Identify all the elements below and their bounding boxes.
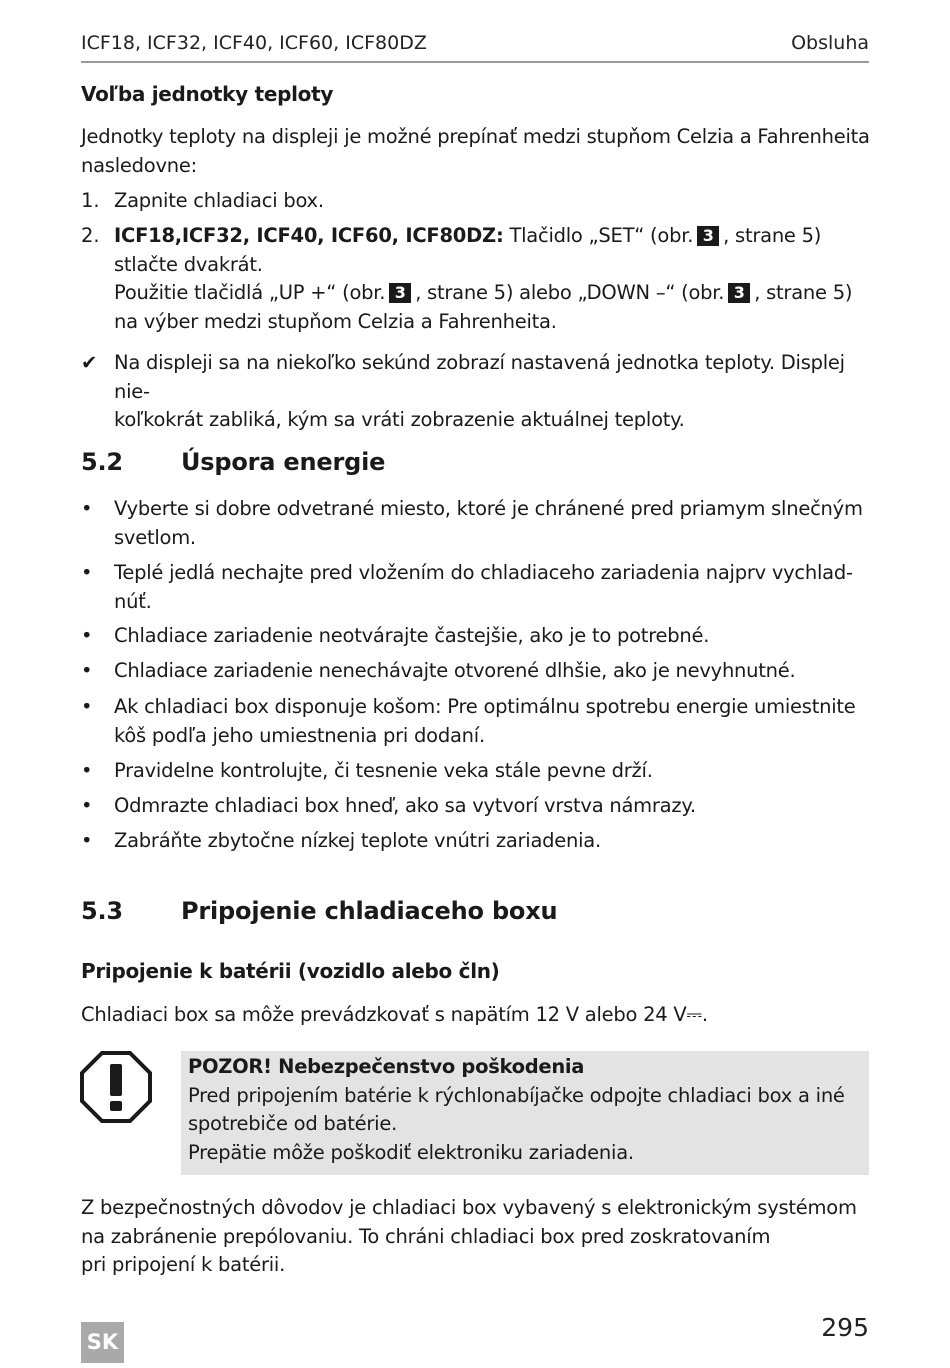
bullet-marker: • bbox=[81, 624, 93, 647]
step-text: Použitie tlačidlá „UP +“ (obr. bbox=[114, 281, 386, 304]
section-title: Pripojenie chladiaceho boxu bbox=[181, 897, 558, 925]
step-models: ICF18,ICF32, ICF40, ICF60, ICF80DZ: bbox=[114, 224, 504, 247]
step-number: 2. bbox=[81, 224, 100, 247]
list-item-line: Odmrazte chladiaci box hneď, ako sa vytvorí vrstva námrazy. bbox=[114, 794, 696, 817]
list-item-line: Chladiace zariadenie neotvárajte častejšie, ako je to potrebné. bbox=[114, 624, 710, 647]
list-item-line: Pravidelne kontrolujte, či tesnenie veka stále pevne drží. bbox=[114, 759, 653, 782]
step-text: , strane 5) bbox=[754, 281, 853, 304]
step-2-line bbox=[114, 222, 874, 251]
list-item bbox=[114, 559, 874, 616]
step-2-line: na výber medzi stupňom Celzia a Fahrenheita. bbox=[114, 309, 557, 333]
list-item-line: Teplé jedlá nechajte pred vložením do chladiaceho zariadenia najprv vychlad- bbox=[114, 561, 853, 584]
header-models: ICF18, ICF32, ICF40, ICF60, ICF80DZ bbox=[81, 32, 427, 54]
voltage-period: . bbox=[701, 1003, 708, 1026]
closing-line: na zabránenie prepólovaniu. To chráni chladiaci box pred zoskratovaním bbox=[81, 1224, 771, 1248]
running-header bbox=[81, 31, 869, 63]
section-title: Úspora energie bbox=[181, 448, 386, 476]
checkmark-icon: ✔ bbox=[81, 351, 98, 374]
units-intro-line: Jednotky teploty na displeji je možné prepínať medzi stupňom Celzia a Fahrenheita bbox=[81, 125, 870, 148]
units-intro-line: nasledovne: bbox=[81, 153, 197, 177]
list-item bbox=[114, 827, 874, 856]
voltage-sentence: Chladiaci box sa môže prevádzkovať s napätím 12 V alebo 24 V bbox=[81, 1003, 687, 1026]
step-text: Zapnite chladiaci box. bbox=[114, 189, 324, 212]
warning-octagon-exclamation-icon bbox=[79, 1050, 153, 1124]
bullet-marker: • bbox=[81, 794, 93, 817]
step-2-line bbox=[114, 279, 874, 308]
section-number: 5.2 bbox=[81, 448, 123, 476]
units-intro bbox=[81, 123, 881, 180]
warning-title: POZOR! Nebezpečenstvo poškodenia bbox=[188, 1055, 585, 1078]
result-line: koľkokrát zabliká, kým sa vráti zobrazenie aktuálnej teploty. bbox=[114, 408, 685, 431]
list-item bbox=[114, 757, 874, 786]
warning-line: Prepätie môže poškodiť elektroniku zariadenia. bbox=[188, 1140, 634, 1164]
list-item-line: svetlom. bbox=[114, 525, 196, 549]
list-item bbox=[114, 792, 874, 821]
bullet-marker: • bbox=[81, 659, 93, 682]
bullet-marker: • bbox=[81, 561, 93, 584]
warning-line: spotrebiče od batérie. bbox=[188, 1112, 398, 1135]
list-item-line: Vyberte si dobre odvetrané miesto, ktoré je chránené pred priamym slnečným bbox=[114, 497, 863, 520]
step-text: Tlačidlo „SET“ (obr. bbox=[509, 224, 694, 247]
list-item-line: núť. bbox=[114, 589, 152, 613]
list-item bbox=[114, 693, 874, 750]
warning-text bbox=[188, 1053, 863, 1167]
list-item-line: Zabráňte zbytočne nízkej teplote vnútri zariadenia. bbox=[114, 829, 601, 852]
closing-line: Z bezpečnostných dôvodov je chladiaci box vybavený s elektronickým systémom bbox=[81, 1196, 857, 1219]
list-item-line: Chladiace zariadenie nenechávajte otvorené dlhšie, ako je nevyhnutné. bbox=[114, 659, 796, 682]
list-item bbox=[114, 622, 874, 651]
battery-heading: Pripojenie k batérii (vozidlo alebo čln) bbox=[81, 959, 500, 983]
figure-ref: 3 bbox=[389, 283, 411, 303]
closing-paragraph bbox=[81, 1194, 881, 1280]
step-text: , strane 5) bbox=[723, 224, 822, 247]
warning-line: Pred pripojením batérie k rýchlonabíjačke odpojte chladiaci box a iné bbox=[188, 1083, 845, 1107]
language-tab: SK bbox=[81, 1322, 124, 1363]
step-text: , strane 5) alebo „DOWN –“ (obr. bbox=[415, 281, 725, 304]
list-item-line: Ak chladiaci box disponuje košom: Pre optimálnu spotrebu energie umiestnite bbox=[114, 695, 856, 718]
bullet-marker: • bbox=[81, 695, 93, 718]
header-chapter: Obsluha bbox=[791, 32, 869, 54]
closing-line: pri pripojení k batérii. bbox=[81, 1253, 286, 1276]
dc-symbol: ⎓ bbox=[686, 1003, 702, 1026]
bullet-marker: • bbox=[81, 759, 93, 782]
units-heading: Voľba jednotky teploty bbox=[81, 82, 334, 106]
list-item bbox=[114, 495, 874, 552]
bullet-marker: • bbox=[81, 497, 93, 520]
figure-ref: 3 bbox=[728, 283, 750, 303]
result-text bbox=[114, 349, 874, 435]
page-number: 295 bbox=[821, 1313, 869, 1342]
list-item-line: kôš podľa jeho umiestnenia pri dodaní. bbox=[114, 723, 485, 747]
step-2-line: stlačte dvakrát. bbox=[114, 252, 263, 276]
voltage-text bbox=[81, 1001, 708, 1030]
list-item bbox=[114, 657, 874, 686]
step-2 bbox=[114, 222, 874, 336]
section-number: 5.3 bbox=[81, 897, 123, 925]
figure-ref: 3 bbox=[697, 226, 719, 246]
result-line: Na displeji sa na niekoľko sekúnd zobrazí nastavená jednotka teploty. Displej nie- bbox=[114, 351, 845, 403]
bullet-marker: • bbox=[81, 829, 93, 852]
step-number: 1. bbox=[81, 189, 100, 212]
